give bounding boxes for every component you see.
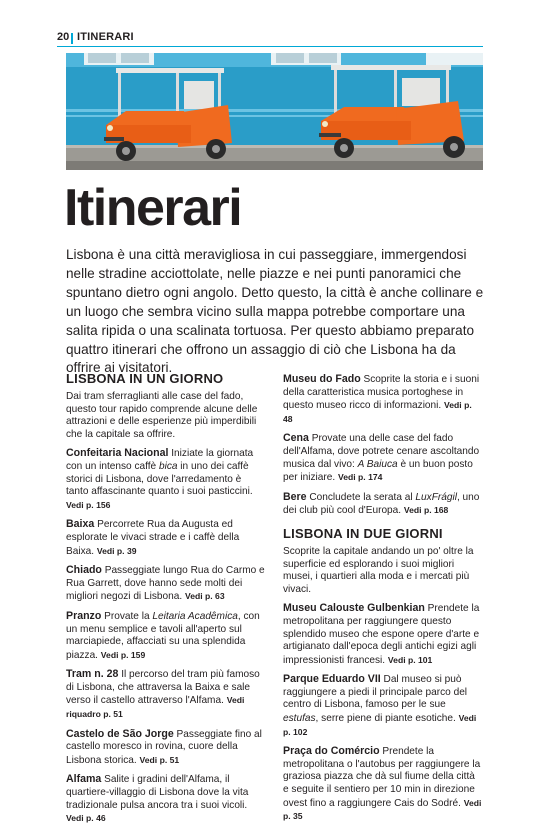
item-emphasis: bica bbox=[158, 460, 178, 472]
section-title-one-day: LISBONA IN UN GIORNO bbox=[66, 371, 224, 386]
itinerary-item bbox=[66, 668, 266, 721]
item-name: Cena bbox=[283, 432, 309, 445]
item-text: Prendete la metropolitana o l'autobus per raggiungere la graziosa piazza che dà sul fiume della città e seguite il sentiero per 10 min in direzione ovest fino a raggiungere Cais do Sodré. bbox=[283, 746, 481, 809]
tuktuk-photo bbox=[66, 53, 483, 170]
item-emphasis: LuxFrágil bbox=[415, 491, 457, 503]
page-reference: Vedi p. 101 bbox=[387, 654, 433, 665]
item-emphasis: A Baiuca bbox=[357, 458, 398, 470]
itinerary-item bbox=[66, 610, 266, 662]
item-text: Salite i gradini dell'Alfama, il quartiere-villaggio di Lisbona dove la vita tradizionale pulsa ancora tra i suoi vicoli. bbox=[66, 774, 249, 811]
item-name: Pranzo bbox=[66, 609, 102, 622]
item-text: Percorrete Rua da Augusta ed esplorate le vivaci strade e i caffè della Baixa. bbox=[66, 519, 240, 557]
page-number: 20 bbox=[57, 31, 70, 43]
section-intro-one-day: Dai tram sferraglianti alle case del fado, questo tour rapido comprende alcune delle attrazioni e delle esperienze più imperdibili che la capitale sa offrire. bbox=[66, 391, 258, 440]
itinerary-item bbox=[283, 432, 483, 484]
itinerary-item bbox=[66, 518, 266, 558]
item-text: Scoprite la storia e i suoni della caratteristica musica portoghese in questo museo ricco di informazioni. bbox=[283, 374, 480, 412]
item-text: Passeggiate lungo Rua do Carmo e Rua Garrett, dove hanno sede molti dei migliori negozi di Lisbona. bbox=[66, 565, 265, 603]
item-name: Confeitaria Nacional bbox=[66, 447, 169, 460]
item-name: Tram n. 28 bbox=[66, 668, 119, 681]
item-text: Il percorso del tram più famoso di Lisbona, che attraversa la Baixa e sale verso il castello attraverso l'Alfama. bbox=[66, 669, 260, 707]
item-name: Baixa bbox=[66, 518, 95, 531]
itinerary-item bbox=[283, 491, 483, 518]
itinerary-item bbox=[66, 728, 266, 768]
header-rule bbox=[57, 46, 483, 47]
item-text: , con un menu semplice e tavoli all'aperto sul marciapiede, affacciati su una splendida piazza. bbox=[66, 610, 260, 661]
page-reference: Vedi p. 168 bbox=[403, 505, 449, 516]
page-reference: Vedi p. 35 bbox=[283, 797, 482, 822]
header-accent-bar bbox=[71, 33, 73, 44]
tuktuk-illustration bbox=[66, 53, 483, 170]
item-emphasis: Leitaria Acadêmica bbox=[152, 610, 238, 622]
item-name: Praça do Comércio bbox=[283, 745, 380, 758]
page-reference: Vedi p. 39 bbox=[96, 545, 137, 556]
item-name: Museu Calouste Gulbenkian bbox=[283, 602, 425, 615]
page-reference: Vedi p. 51 bbox=[139, 754, 180, 765]
item-text: è un buon posto per iniziare. bbox=[283, 458, 473, 484]
item-emphasis: estufas bbox=[283, 713, 316, 725]
item-name: Museu do Fado bbox=[283, 373, 361, 385]
item-text: Prendete la metropolitana per raggiungere questo splendido museo che espone opere d'arte e artigianato dall'epoca degli antichi egizi agli impressionisti francesi. bbox=[283, 603, 480, 666]
itinerary-item bbox=[66, 447, 266, 512]
page-reference: Vedi p. 159 bbox=[100, 649, 146, 660]
page-header bbox=[57, 31, 483, 47]
itinerary-item bbox=[283, 373, 483, 426]
item-name: Castelo de São Jorge bbox=[66, 727, 174, 740]
itinerary-item bbox=[283, 602, 483, 667]
itinerary-item bbox=[283, 673, 483, 739]
item-text: Dal museo si può raggiungere a piedi il principale parco del centro di Lisbona, famoso per le sue bbox=[283, 674, 468, 711]
item-text: Concludete la serata al bbox=[306, 491, 416, 503]
intro-paragraph: Lisbona è una città meravigliosa in cui passeggiare, immergendosi nelle stradine acciottolate, nelle piazze e nei punti panoramici che spuntano dietro ogni angolo. Detto questo, la città è anche collinare e un luogo che sembra vicino sulla mappa potrebbe comportare una salita ripida o una scalinata tortuosa. Per questo abbiamo preparato quattro itinerari che offrono un assaggio di ciò che Lisbona ha da offrire ai visitatori. bbox=[66, 247, 484, 376]
itinerary-item bbox=[283, 745, 483, 824]
item-text: , serre piene di piante esotiche. bbox=[315, 713, 459, 725]
page-reference: Vedi riquadro p. 51 bbox=[66, 695, 245, 720]
column-left bbox=[66, 371, 266, 832]
item-name: Parque Eduardo VII bbox=[283, 673, 381, 686]
item-name: Bere bbox=[283, 490, 307, 503]
item-text: Passeggiate fino al castello moresco in rovina, cuore della Lisbona storica. bbox=[66, 728, 262, 766]
section-title-two-days: LISBONA IN DUE GIORNI bbox=[283, 525, 443, 541]
page-reference: Vedi p. 174 bbox=[337, 472, 383, 483]
itinerary-item bbox=[66, 773, 266, 825]
page-reference: Vedi p. 48 bbox=[283, 400, 472, 424]
page-reference: Vedi p. 102 bbox=[283, 713, 477, 737]
item-text: Provate una delle case del fado dell'Alfama, dove potrete cenare ascoltando musica dal vivo: bbox=[283, 433, 480, 470]
item-name: Chiado bbox=[66, 564, 102, 577]
column-right bbox=[283, 373, 483, 830]
itinerary-item bbox=[66, 564, 266, 604]
item-name: Alfama bbox=[66, 773, 102, 786]
section-intro-two-days: Scoprite la capitale andando un po' oltre la superficie ed esplorando i suoi migliori musei, i quartieri alla moda e i mercati più vivaci. bbox=[283, 545, 474, 595]
page-title: Itinerari bbox=[64, 179, 242, 237]
item-text: in uno dei caffè storici di Lisbona, dove l'arredamento è tanto affascinante quanto i suoi pasticcini. bbox=[66, 460, 253, 498]
page-reference: Vedi p. 63 bbox=[184, 591, 225, 602]
section-name: ITINERARI bbox=[77, 31, 134, 43]
item-text: Provate la bbox=[101, 610, 153, 622]
page-reference: Vedi p. 156 bbox=[66, 499, 111, 510]
page-reference: Vedi p. 46 bbox=[66, 813, 106, 824]
item-text: Iniziate la giornata con un intenso caffè bbox=[66, 448, 254, 472]
item-text: , uno dei club più cool d'Europa. bbox=[283, 491, 480, 517]
